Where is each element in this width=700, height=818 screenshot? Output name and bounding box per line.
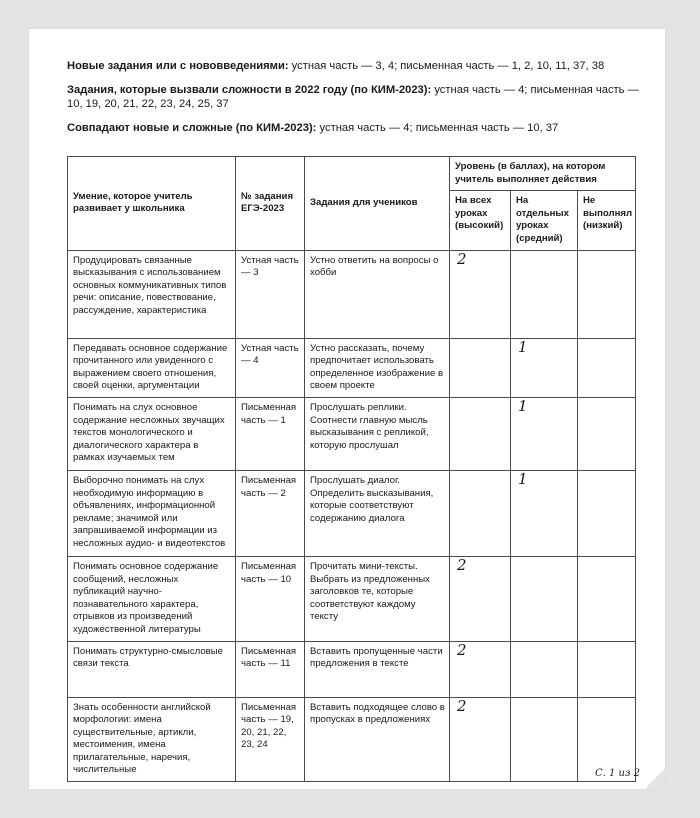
cell-level-high — [450, 697, 511, 782]
table-row — [68, 338, 636, 397]
page-counter: С. 1 из 2 — [595, 768, 640, 779]
cell-task: Прослушать диалог. Определить высказывания, которые соответствуют содержанию диалога — [305, 470, 450, 556]
cell-level-high — [450, 397, 511, 470]
cell-skill: Передавать основное содержание прочитанного или увиденного с выражением своего отношения, своей оценки, аргументации — [68, 338, 236, 397]
cell-level-high — [450, 338, 511, 397]
cell-task: Вставить подходящее слово в пропусках в предложениях — [305, 697, 450, 782]
header-skill: Умение, которое учитель развивает у школьника — [68, 157, 236, 251]
cell-task-number: Устная часть — 3 — [236, 250, 305, 338]
intro-overlap-tasks: Совпадают новые и сложные (по КИМ-2023): устная часть — 4; письменная часть — 10, 37 — [67, 121, 559, 134]
cell-task-number: Письменная часть — 2 — [236, 470, 305, 556]
cell-skill: Понимать структурно-смысловые связи текста — [68, 641, 236, 697]
cell-level-low — [578, 556, 636, 641]
table-row — [68, 397, 636, 470]
score-mark: 2 — [457, 249, 467, 268]
cell-skill: Понимать на слух основное содержание несложных звучащих текстов монологического и диалогического характера в рамках изучаемых тем — [68, 397, 236, 470]
table-row — [68, 250, 636, 338]
cell-skill: Знать особенности английской морфологии: имена существительные, артикли, местоимения, имена прилагательные, наречия, числительные — [68, 697, 236, 782]
header-level: Уровень (в баллах), на котором учитель выполняет действия — [450, 157, 636, 191]
cell-level-high — [450, 641, 511, 697]
cell-level-mid — [511, 470, 578, 556]
cell-level-low — [578, 397, 636, 470]
header-tasks: Задания для учеников — [305, 157, 450, 251]
cell-skill: Выборочно понимать на слух необходимую информацию в объявлениях, информационной рекламе; значимой или запрашиваемой информации из несложных аудио- и видеотекстов — [68, 470, 236, 556]
table-row — [68, 470, 636, 556]
cell-task-number: Письменная часть — 19, 20, 21, 22, 23, 24 — [236, 697, 305, 782]
cell-level-low — [578, 470, 636, 556]
table-row — [68, 697, 636, 782]
document-page — [29, 29, 665, 789]
score-mark: 1 — [518, 396, 528, 415]
header-task-number: № задания ЕГЭ-2023 — [236, 157, 305, 251]
cell-task-number: Письменная часть — 10 — [236, 556, 305, 641]
cell-level-mid — [511, 556, 578, 641]
header-level-low: Не выполнял (низкий) — [578, 191, 636, 250]
score-mark: 1 — [518, 337, 528, 356]
cell-level-low — [578, 250, 636, 338]
cell-task-number: Письменная часть — 11 — [236, 641, 305, 697]
header-level-mid: На отдельных уроках (средний) — [511, 191, 578, 250]
cell-level-low — [578, 338, 636, 397]
cell-task: Прослушать реплики. Соотнести главную мысль высказывания с репликой, которую прослушал — [305, 397, 450, 470]
intro-block — [67, 59, 642, 144]
skills-table — [67, 156, 636, 782]
header-level-high: На всех уроках (высокий) — [450, 191, 511, 250]
score-mark: 1 — [518, 469, 528, 488]
cell-level-high — [450, 250, 511, 338]
cell-level-high — [450, 556, 511, 641]
cell-task: Прочитать мини-тексты. Выбрать из предложенных заголовков те, которые соответствуют каждому тексту — [305, 556, 450, 641]
cell-skill: Понимать основное содержание сообщений, несложных публикаций научно-познавательного характера, отрывков из произведений художественной литературы — [68, 556, 236, 641]
table-row — [68, 641, 636, 697]
cell-level-mid — [511, 338, 578, 397]
cell-task: Вставить пропущенные части предложения в тексте — [305, 641, 450, 697]
intro-new-tasks: Новые задания или с нововведениями: устная часть — 3, 4; письменная часть — 1, 2, 10, 11, 37, 38 — [67, 60, 605, 72]
cell-task-number: Письменная часть — 1 — [236, 397, 305, 470]
score-mark: 2 — [457, 640, 467, 659]
cell-level-high — [450, 470, 511, 556]
cell-level-low — [578, 641, 636, 697]
score-mark: 2 — [457, 696, 467, 715]
cell-level-mid — [511, 397, 578, 470]
cell-level-mid — [511, 697, 578, 782]
intro-difficult-tasks: Задания, которые вызвали сложности в 2022 году (по КИМ-2023): устная часть — 4; письменная часть — 10, 19, 20, 21, 22, 23, 24, 25, 37 — [67, 83, 639, 110]
cell-level-mid — [511, 250, 578, 338]
cell-skill: Продуцировать связанные высказывания с использованием основных коммуникативных типов речи: описание, повествование, рассуждение, характеристика — [68, 250, 236, 338]
cell-task-number: Устная часть — 4 — [236, 338, 305, 397]
page-corner-fold — [647, 767, 665, 789]
score-mark: 2 — [457, 555, 467, 574]
table-header-row — [68, 157, 636, 191]
cell-level-mid — [511, 641, 578, 697]
cell-task: Устно ответить на вопросы о хобби — [305, 250, 450, 338]
table-row — [68, 556, 636, 641]
cell-task: Устно рассказать, почему предпочитает использовать определенное изображение в своем проекте — [305, 338, 450, 397]
